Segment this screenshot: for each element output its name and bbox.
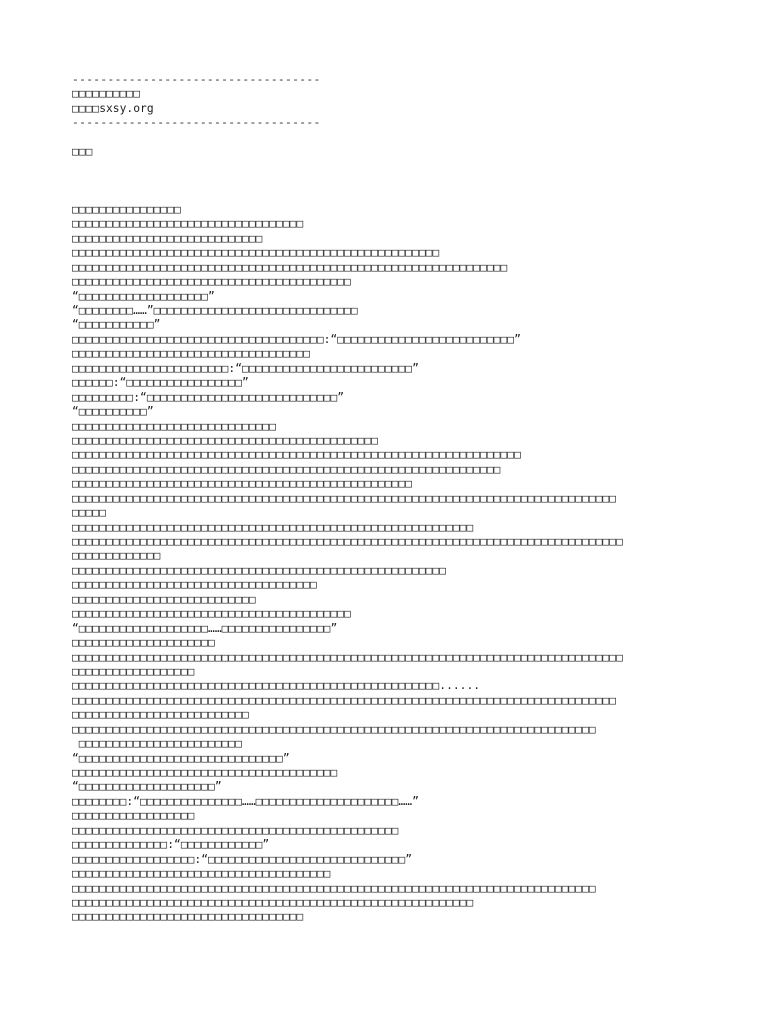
text-line: □□□□□□□□□□□□□□□□□□□□□□□□□□□□□□□□□□□□□□□□□□□□□□□□□□: [72, 477, 413, 491]
text-line: □□□□□□□□□□□□□□□□□□□□□□□□□□□□□□□□□□□□□□□□□□□□□□□□□□□□□□□□□□□□□□□□□□: [72, 448, 521, 462]
text-line: “□□□□□□□□□□□□□□□□□□□”: [72, 289, 215, 303]
text-line: □□□□□□□□:“□□□□□□□□□□□□□□□……□□□□□□□□□□□□□□□□□□□□□……”: [72, 794, 419, 808]
header-site-url: □□□□sxsy.org: [72, 101, 154, 115]
text-document: [72, 73, 732, 925]
text-line: □□□□□□□□□□□□□: [72, 549, 161, 563]
header-site-line: □□□□□□□□□□: [72, 87, 141, 101]
text-line: □□□□□□□□□□□□□□□□□□□□□□□□□□□□□□□□□□: [72, 217, 304, 231]
text-line: □□□□□□□□□□□□□□□□□□□□□: [72, 636, 215, 650]
text-line: □□□□□□□□□□□□□□□□□□□□□□□□□□□□□□□□□□: [72, 910, 304, 924]
spacer: [72, 189, 732, 203]
text-line: □□□□□□□□□□□□□□□□□□□□□□□□□□□□: [72, 231, 263, 245]
text-line: “□□□□□□□□……”□□□□□□□□□□□□□□□□□□□□□□□□□□□□□□: [72, 304, 358, 317]
text-line: □□□□□□□□□□□□□□:“□□□□□□□□□□□□”: [72, 838, 270, 852]
text-line: □□□□□□□□□□□□□□□□□□□□□□□□□□□□□□□□□□□: [72, 347, 311, 361]
text-line: “□□□□□□□□□□□□□□□□□□□□”: [72, 780, 222, 794]
spacer: [72, 160, 732, 174]
text-line: “□□□□□□□□□□□”: [72, 318, 161, 332]
text-line: □□□□□□□□□□□□□□□□□□□□□□□□□□□□□□□□□□□□□□□□□□□□□□□□□□□□□□: [72, 246, 440, 260]
text-line: □□□□□□□□□□□□□□□□□□□□□□□□□□□□□□□□□□□□□□□□□□□□□□□□□□□□□□□□□□□□□□□□□□□□□□□□□□□□□□□□: [72, 693, 617, 707]
text-line: □□□□□□□□□□□□□□□□□□□□□□□□□□: [72, 708, 249, 722]
text-line: □□□□□□□□□□□□□□□□□□□□□□□:“□□□□□□□□□□□□□□□□□□□□□□□□□”: [72, 361, 419, 375]
text-line: □□□□□□□□□□□□□□□□□□:“□□□□□□□□□□□□□□□□□□□□□□□□□□□□□”: [72, 852, 413, 866]
text-line: □□□□□□□□□□□□□□□□□□□□□□□□□□□□□□□□□□□□□□: [72, 867, 331, 881]
body-text: [72, 203, 732, 925]
text-line: □□□□□□□□□□□□□□□□□□□□□□□□□□□□□□□□□□□□□□□□□□□□□□□□□□□□□□□□□□□□□□□□□□□□□□□□□□□□□: [72, 722, 596, 736]
text-line: □□□□□□□□□□□□□□□□□□□□□□□□□□□□□□□□□□□□□□□□□□□□□□□□□□□□□□□□□□□□□□□□□□□□□□□□□□□□□□□□□: [72, 650, 623, 664]
text-line: □□□□□□□□□□□□□□□□□□□□□□□□□□□□□□□□□□□□□□□□□□□□□□□□□□□□□□□□□□□□□□□□□□□□□□□□□□□□□□□□□: [72, 535, 623, 548]
text-line: □□□□□□□□□□□□□□□□□□□□□□□□□□□: [72, 592, 256, 606]
text-line: □□□□□□□□□□□□□□□□□□□□□□□□□□□□□□□□□□□□□□□□□: [72, 607, 351, 621]
text-line: □□□□□□□□□□□□□□□□□□□□□□□□□□□□□□□□□□□□□□□□□□□□□□□□□□□□□□□□□□□□□□□□: [72, 260, 508, 274]
text-line: “□□□□□□□□□□□□□□□□□□□□□□□□□□□□□□”: [72, 751, 290, 765]
text-line: □□□□□□□□□□□□□□□□□□□□□□□□□□□□□□□□□□□□□□□□□□□□□□□□□□□□□□□□□□□□□□□: [72, 462, 501, 476]
text-line: □□□□□□□□□□□□□□□□□□□□□□□□□□□□□□□□□□□□□□□□□□□□□□□□□□□□□□□□□□□□□□□□□□□□□□□□□□□□□□□□: [72, 491, 617, 505]
text-line: “□□□□□□□□□□□□□□□□□□□……□□□□□□□□□□□□□□□□”: [72, 621, 338, 635]
text-line: □□□□□□□□□□□□□□□□□□□□□□□□□□□□□□□□□□□□□□□: [72, 766, 338, 779]
text-line: □□□□□□□□□□□□□□□□□□□□□□□□□□□□□□□□□□□□□□□□□□□□□□□□□□□□□□......: [72, 679, 481, 693]
spacer: [72, 174, 732, 188]
text-line: “□□□□□□□□□□”: [72, 405, 154, 419]
text-line: □□□□□□□□□□□□□□□□□□: [72, 664, 195, 678]
text-line: □□□□□□□□□□□□□□□□□□□□□□□□□□□□□□□□□□□□□□□□□□□□□□□□□□□□□□□□□□□: [72, 895, 474, 909]
text-line: □□□□□□□□□□□□□□□□□□□□□□□□□□□□□□□□□□□□□□□□□□□□□□□□□□□□□□□□□□□: [72, 520, 474, 534]
header-rule-top: -----------------------------------: [72, 73, 321, 86]
text-line: □□□□□□□□□□□□□□□□: [72, 202, 181, 216]
text-line: □□□□□□:“□□□□□□□□□□□□□□□□□”: [72, 376, 249, 390]
text-line: □□□□□□□□□:“□□□□□□□□□□□□□□□□□□□□□□□□□□□□”: [72, 390, 345, 404]
text-line: □□□□□□□□□□□□□□□□□□□□□□□□: [72, 737, 243, 751]
text-line: □□□□□□□□□□□□□□□□□□□□□□□□□□□□□□□□□□□□: [72, 578, 317, 592]
text-line: □□□□□□□□□□□□□□□□□□□□□□□□□□□□□□□□□□□□□□□□□□□□□□□□□□□□□□□: [72, 563, 447, 577]
text-line: □□□□□□□□□□□□□□□□□□□□□□□□□□□□□□□□□□□□□:“□□□□□□□□□□□□□□□□□□□□□□□□□□”: [72, 332, 521, 346]
text-line: □□□□□□□□□□□□□□□□□□□□□□□□□□□□□□□□□□□□□□□□□□□□□□□□: [72, 823, 399, 837]
text-line: □□□□□□□□□□□□□□□□□□□□□□□□□□□□□□□□□□□□□□□□□: [72, 275, 351, 289]
text-line: □□□□□□□□□□□□□□□□□□□□□□□□□□□□□□□□□□□□□□□□□□□□□□□□□□□□□□□□□□□□□□□□□□□□□□□□□□□□□: [72, 881, 596, 895]
text-line: □□□□□□□□□□□□□□□□□□: [72, 809, 195, 823]
document-title: □□□: [72, 145, 93, 159]
text-line: □□□□□: [72, 506, 107, 520]
text-line: □□□□□□□□□□□□□□□□□□□□□□□□□□□□□□□□□□□□□□□□□□□□□: [72, 433, 379, 447]
header-rule-bottom: -----------------------------------: [72, 116, 321, 130]
spacer: [72, 131, 732, 145]
text-line: □□□□□□□□□□□□□□□□□□□□□□□□□□□□□□: [72, 419, 277, 433]
